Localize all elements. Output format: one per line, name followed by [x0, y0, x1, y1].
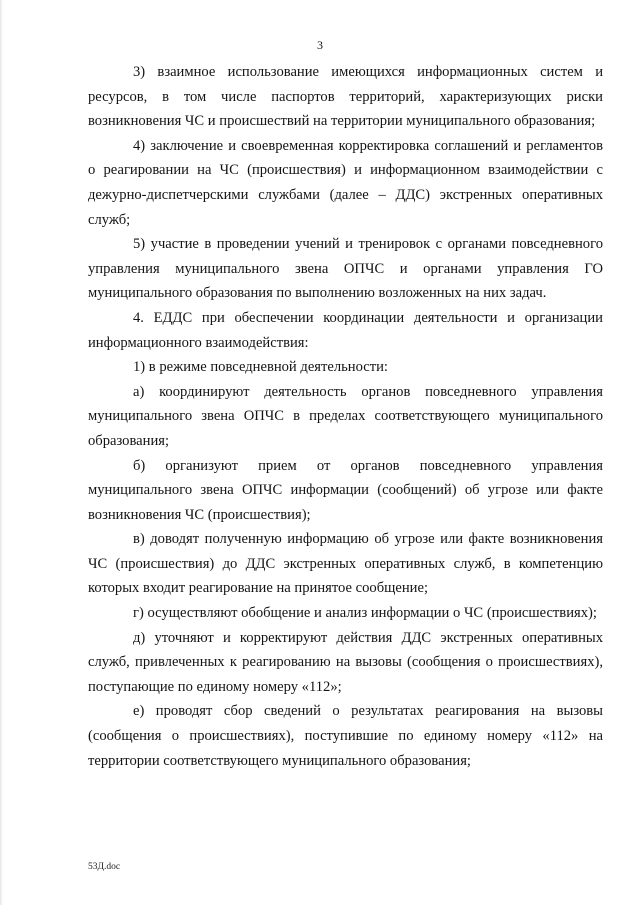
page-number: 3: [317, 38, 323, 52]
list-item: а) координируют деятельность органов повседневного управления муниципального звена ОПЧС в пределах соответствующего муниципального образования;: [88, 383, 603, 449]
document-body: [88, 60, 603, 773]
list-item: д) уточняют и корректируют действия ДДС экстренных оперативных служб, привлеченных к реагированию на вызовы (сообщения о происшествиях), поступающие по единому номеру «112»;: [88, 629, 603, 695]
file-name-footer: 53Д.doc: [88, 862, 121, 872]
paragraph: 5) участие в проведении учений и тренировок с органами повседневного управления муниципального звена ОПЧС и органами управления ГО муниципального образования по выполнению возложенных на них задач.: [88, 236, 603, 302]
section-heading: 4. ЕДДС при обеспечении координации деятельности и организации информационного взаимодействия:: [88, 309, 603, 351]
scan-edge: [0, 0, 3, 905]
paragraph: 4) заключение и своевременная корректировка соглашений и регламентов о реагировании на ЧС (происшествия) и информационном взаимодействии с дежурно-диспетчерскими службами (далее – ДДС) экстренных оперативных служб;: [88, 137, 603, 228]
list-item: е) проводят сбор сведений о результатах реагирования на вызовы (сообщения о происшествиях), поступившие по единому номеру «112» на территории соответствующего муниципального образования;: [88, 703, 603, 769]
list-item: г) осуществляют обобщение и анализ информации о ЧС (происшествиях);: [133, 605, 597, 622]
list-item: б) организуют прием от органов повседневного управления муниципального звена ОПЧС информации (сообщений) об угрозе или факте возникновения ЧС (происшествия);: [88, 457, 603, 523]
paragraph: 3) взаимное использование имеющихся информационных систем и ресурсов, в том числе паспортов территорий, характеризующих риски возникновения ЧС и происшествий на территории муниципального образования;: [88, 64, 603, 130]
list-item: в) доводят полученную информацию об угрозе или факте возникновения ЧС (происшествия) до ДДС экстренных оперативных служб, в компетенцию которых входит реагирование на принятое сообщение;: [88, 531, 603, 597]
paragraph: 1) в режиме повседневной деятельности:: [133, 359, 388, 376]
